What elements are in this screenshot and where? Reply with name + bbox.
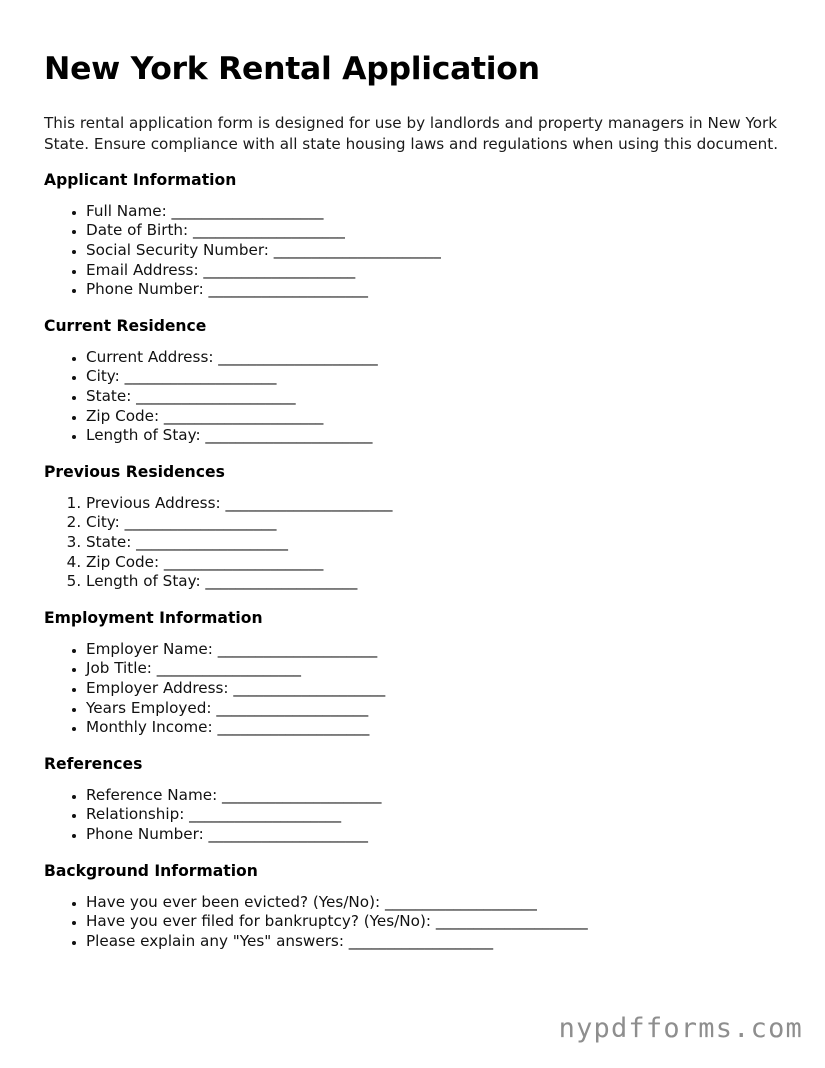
field-line[interactable]: 2. City: ____________________ [86,513,784,533]
field-line[interactable]: • State: _____________________ [86,387,784,407]
field-line[interactable]: • City: ____________________ [86,367,784,387]
section-heading: Employment Information [44,608,263,627]
field-line[interactable]: 5. Length of Stay: ____________________ [86,572,784,592]
section-heading: Background Information [44,861,258,880]
form-section [44,317,784,446]
field-line[interactable]: • Have you ever been evicted? (Yes/No): ____________________ [86,893,784,913]
watermark-nypdfforms: nypdfforms.com [558,1013,803,1044]
field-line[interactable]: 4. Zip Code: _____________________ [86,553,784,573]
field-line[interactable]: • Have you ever filed for bankruptcy? (Yes/No): ____________________ [86,912,784,932]
form-section [44,463,784,592]
field-list [44,786,784,845]
field-line[interactable]: • Social Security Number: ______________________ [86,241,784,261]
field-line[interactable]: • Current Address: _____________________ [86,348,784,368]
field-list [44,348,784,446]
field-line[interactable]: • Zip Code: _____________________ [86,407,784,427]
sections-container [44,171,784,951]
field-line[interactable]: • Full Name: ____________________ [86,202,784,222]
field-line[interactable]: 3. State: ____________________ [86,533,784,553]
field-line[interactable]: • Job Title: ___________________ [86,659,784,679]
form-section [44,609,784,738]
field-line[interactable]: • Employer Name: _____________________ [86,640,784,660]
field-line[interactable]: • Phone Number: _____________________ [86,280,784,300]
page-title: New York Rental Application [44,51,540,87]
field-line[interactable]: • Length of Stay: ______________________ [86,426,784,446]
field-list [44,202,784,300]
field-line[interactable]: • Email Address: ____________________ [86,261,784,281]
section-heading: References [44,754,143,773]
field-line[interactable]: • Relationship: ____________________ [86,805,784,825]
field-line[interactable]: • Years Employed: ____________________ [86,699,784,719]
field-line[interactable]: • Reference Name: _____________________ [86,786,784,806]
intro-paragraph: This rental application form is designed for use by landlords and property managers in New York State. Ensure compliance with all state housing laws and regulations when using this document. [44,114,779,153]
field-list [44,893,784,952]
form-section [44,171,784,300]
form-section [44,755,784,845]
field-line[interactable]: 1. Previous Address: ______________________ [86,494,784,514]
field-line[interactable]: • Phone Number: _____________________ [86,825,784,845]
field-line[interactable]: • Please explain any "Yes" answers: ___________________ [86,932,784,952]
section-heading: Applicant Information [44,170,237,189]
field-list [44,494,784,592]
field-line[interactable]: • Date of Birth: ____________________ [86,221,784,241]
form-section [44,862,784,952]
section-heading: Previous Residences [44,462,225,481]
field-list [44,640,784,738]
document-content [44,52,784,951]
section-heading: Current Residence [44,316,207,335]
field-line[interactable]: • Employer Address: ____________________ [86,679,784,699]
field-line[interactable]: • Monthly Income: ____________________ [86,718,784,738]
